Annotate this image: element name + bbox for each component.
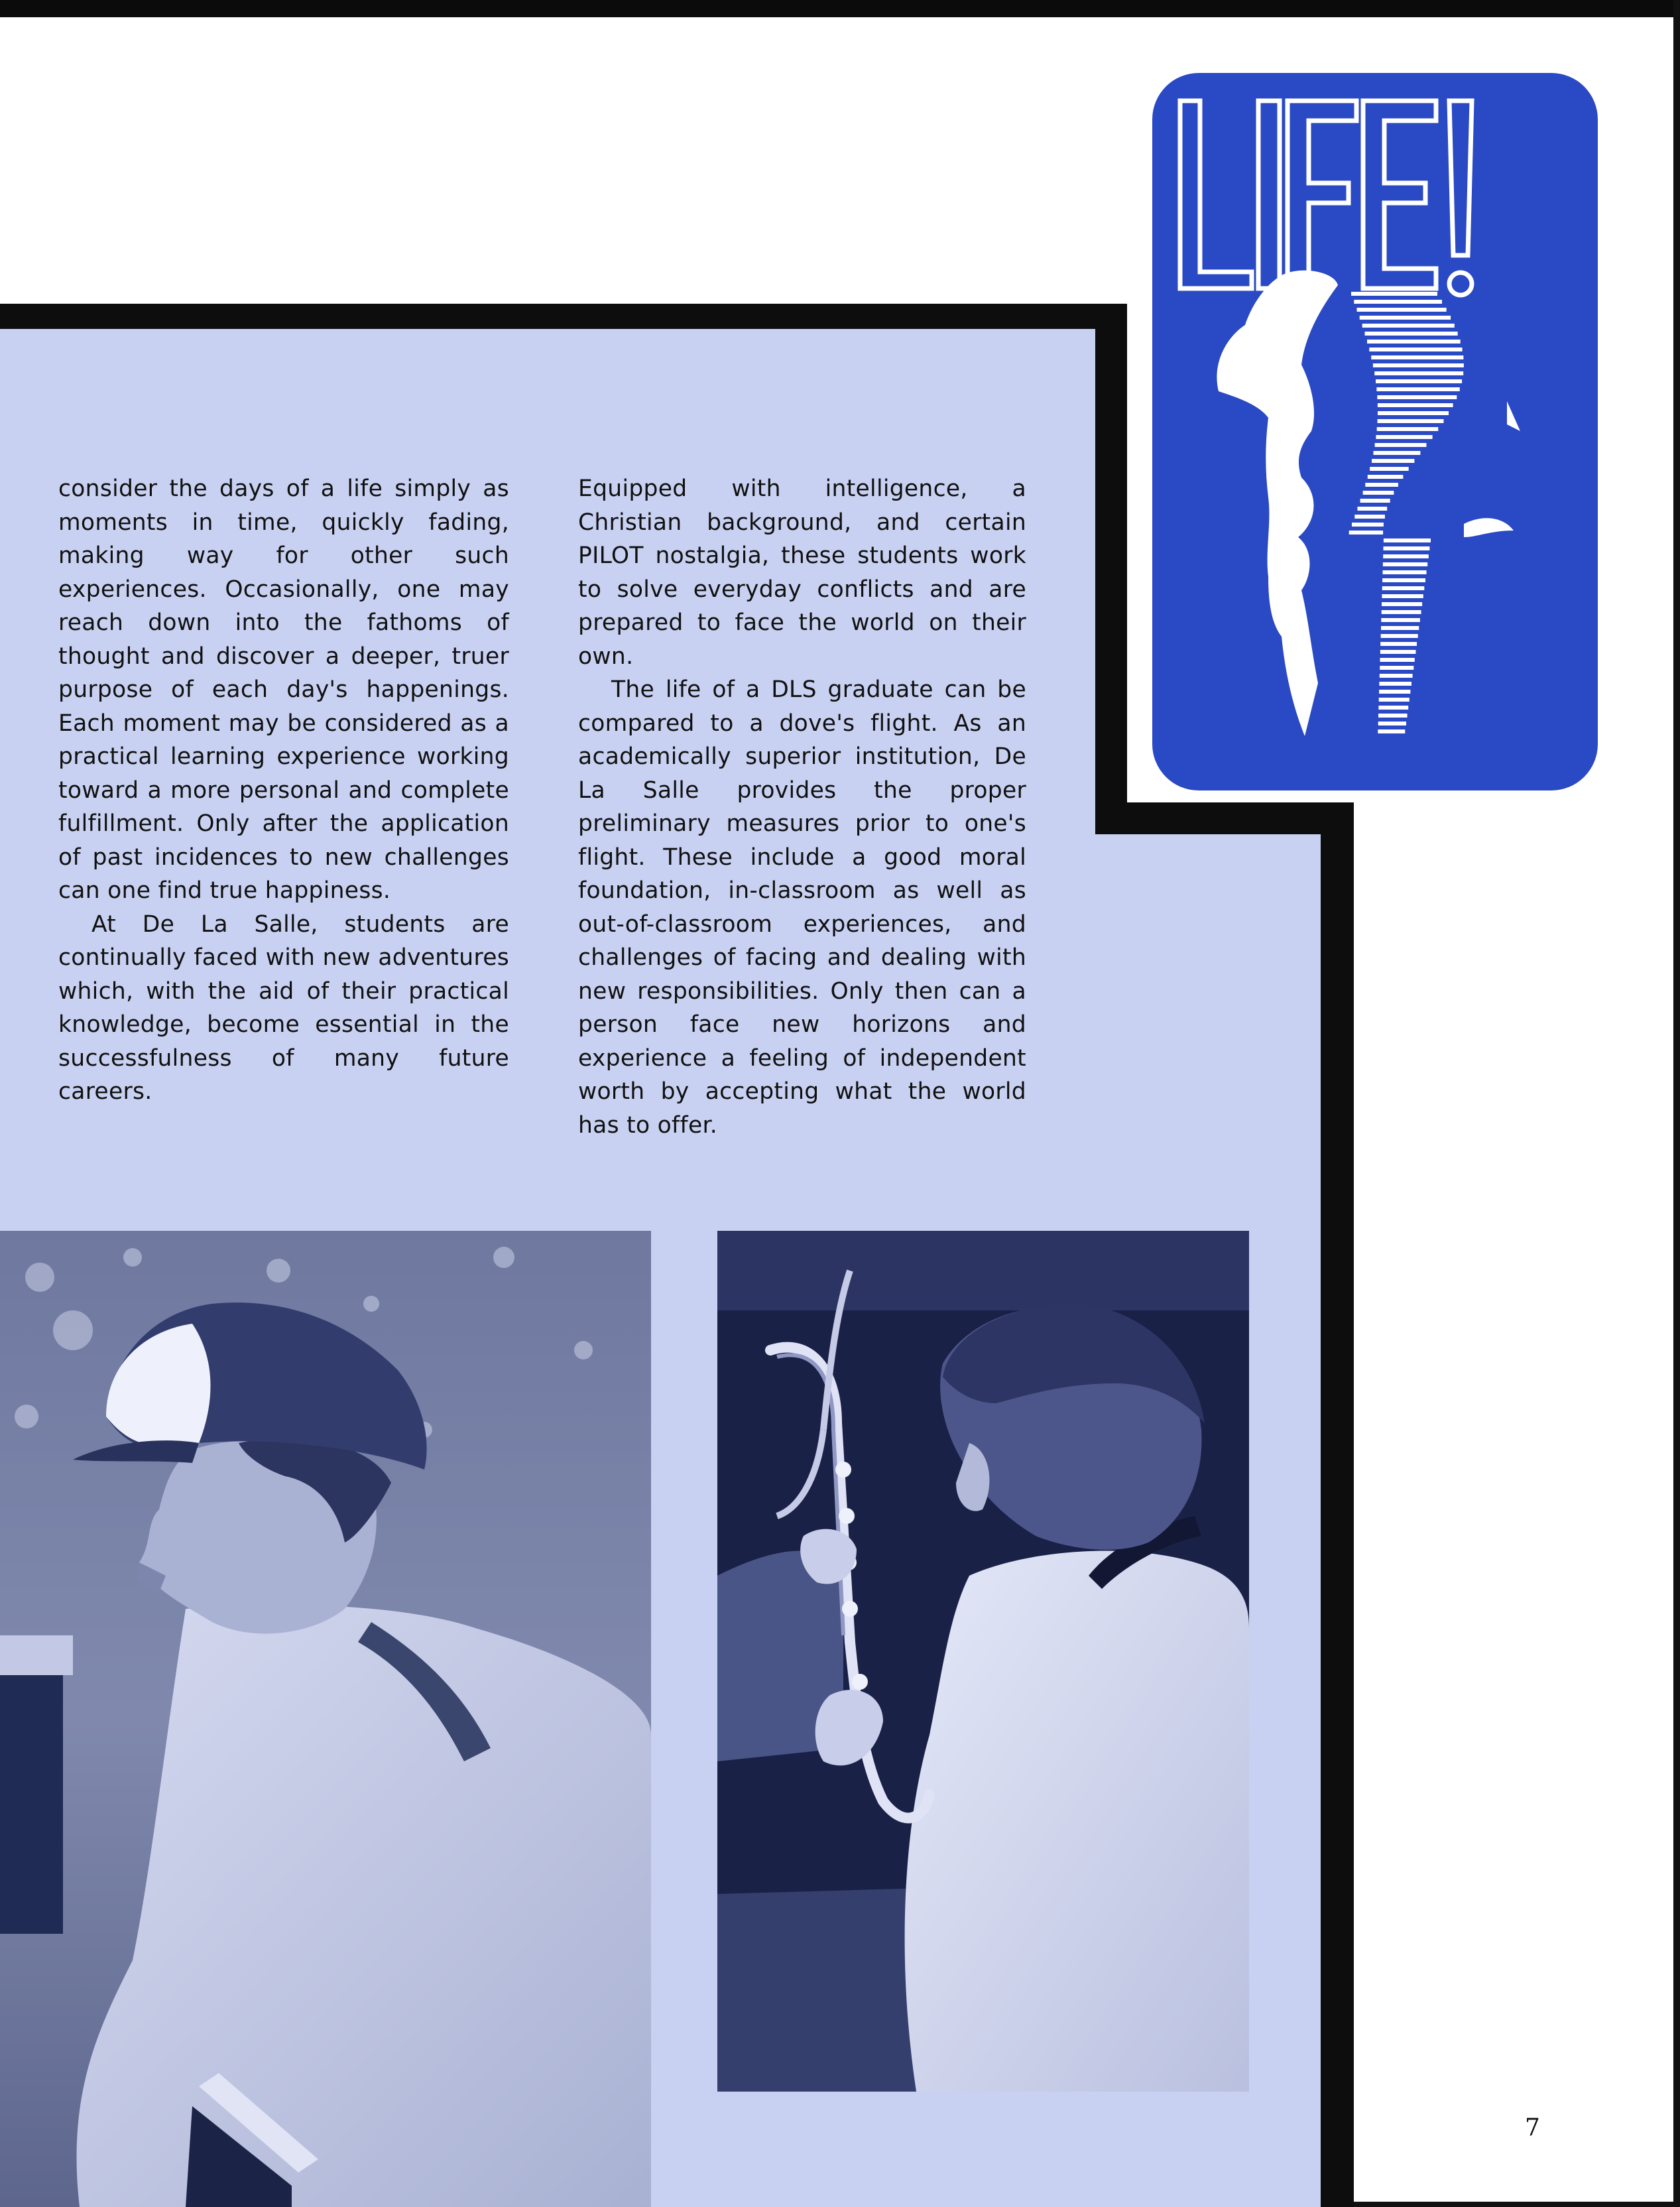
right-edge-bar <box>1673 0 1680 2207</box>
article-paragraph: consider the days of a life simply as moments in time, quickly fading, making way for other such experiences. Occasionally, one may reach down into the fathoms of thought and discover a deeper, truer purpose of each day's happenings. Each moment may be considered as a practical learning experience working toward a more personal and complete fulfillment. Only after the application of past incidences to new challenges can one find true happiness. <box>58 475 509 904</box>
photo-saxophone-player <box>717 1231 1249 2092</box>
life-logo-graphic <box>1152 73 1598 790</box>
page-number: 7 <box>1525 2114 1540 2141</box>
article-paragraph: The life of a DLS graduate can be compared to a dove's flight. As an academically superior institution, De La Salle provides the proper preliminary measures prior to one's flight. These include a good moral foundation, in-classroom as well as out-of-classroom experiences, and challenges of facing and dealing with new responsibilities. Only then can a person face new horizons and experience a feeling of independent worth by accepting what the world has to offer. <box>578 676 1026 1139</box>
article-paragraph: Equipped with intelligence, a Christian background, and certain PILOT nostalgia, these students work to solve everyday conflicts and are prepared to face the world on their own. <box>578 475 1026 670</box>
panel-frame-top <box>0 304 1127 329</box>
photo-man-in-cap-image <box>0 1231 651 2207</box>
article-column-right <box>578 472 1026 1142</box>
panel-frame-step <box>1095 802 1354 834</box>
photo-saxophone-player-image <box>717 1231 1249 2092</box>
article-column-left <box>58 472 509 1109</box>
life-logo <box>1152 73 1598 790</box>
panel-frame-right-lower <box>1321 802 1354 2207</box>
top-edge-bar <box>0 0 1680 17</box>
face-stripes <box>1349 292 1464 733</box>
photo-man-in-cap <box>0 1231 651 2207</box>
panel-frame-right <box>1095 304 1127 834</box>
article-paragraph: At De La Salle, students are continually faced with new adventures which, with the aid of their practical knowledge, become essential in the successfulness of many future careers. <box>58 911 509 1105</box>
